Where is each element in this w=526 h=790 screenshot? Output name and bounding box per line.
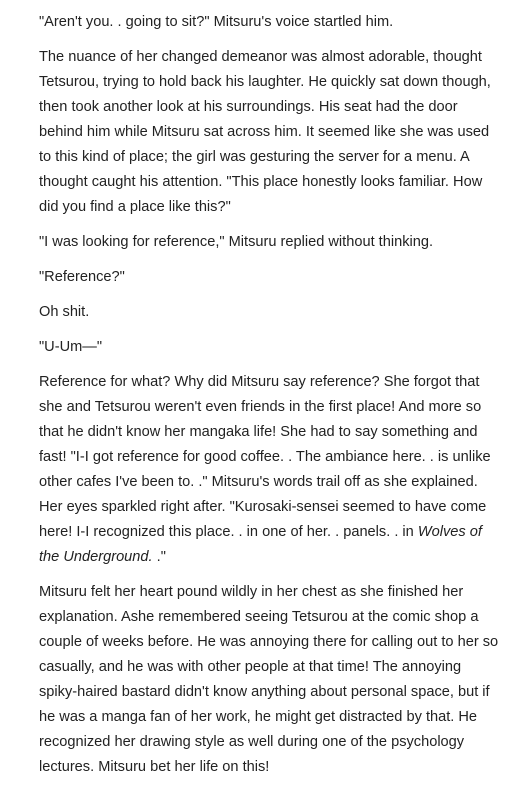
paragraph-text: Reference for what? Why did Mitsuru say reference? She forgot that she and Tetsurou weren't even friends in the first place! And more so that he didn't know her mangaka life! She had to say something and fast! "I-I got reference for good coffee. . The ambiance here. . is unlike other cafes I've been to. ." Mitsuru's words trail off as she explained. Her eyes sparkled right after. "Kurosaki-sensei seemed to have come here! I-I recognized this place. . in one of her. . panels. . in (39, 374, 491, 540)
paragraph-text: "I was looking for reference," Mitsuru replied without thinking. (39, 234, 434, 250)
paragraph-3 (39, 230, 499, 255)
paragraph-text: "U-Um—" (39, 339, 103, 355)
paragraph-5 (39, 300, 499, 325)
book-title: Wolves of the Underground. (39, 524, 482, 565)
story-text (39, 10, 499, 790)
paragraph-6 (39, 335, 499, 360)
paragraph-text: The nuance of her changed demeanor was almost adorable, thought Tetsurou, trying to hold back his laughter. He quickly sat down though, then took another look at his surroundings. His seat had the door behind him while Mitsuru sat across him. It seemed like she was used to this kind of place; the girl was gesturing the server for a menu. A thought caught his attention. "This place honestly looks familiar. How did you find a place like this?" (39, 49, 491, 215)
paragraph-text: ." (152, 549, 166, 565)
paragraph-4 (39, 265, 499, 290)
paragraph-1 (39, 10, 499, 35)
paragraph-text: "Aren't you. . going to sit?" Mitsuru's voice startled him. (39, 14, 394, 30)
paragraph-7 (39, 370, 499, 570)
paragraph-text: Oh shit. (39, 304, 90, 320)
paragraph-text: "Reference?" (39, 269, 125, 285)
paragraph-8 (39, 580, 499, 780)
paragraph-text: Mitsuru felt her heart pound wildly in her chest as she finished her explanation. Ashe remembered seeing Tetsurou at the comic shop a couple of weeks before. He was annoying there for calling out to her so casually, and he was with other people at that time! The annoying spiky-haired bastard didn't know anything about personal space, but if he was a manga fan of her work, he might get distracted by that. He recognized her drawing style as well during one of the psychology lectures. Mitsuru bet her life on this! (39, 584, 499, 775)
paragraph-2 (39, 45, 499, 220)
